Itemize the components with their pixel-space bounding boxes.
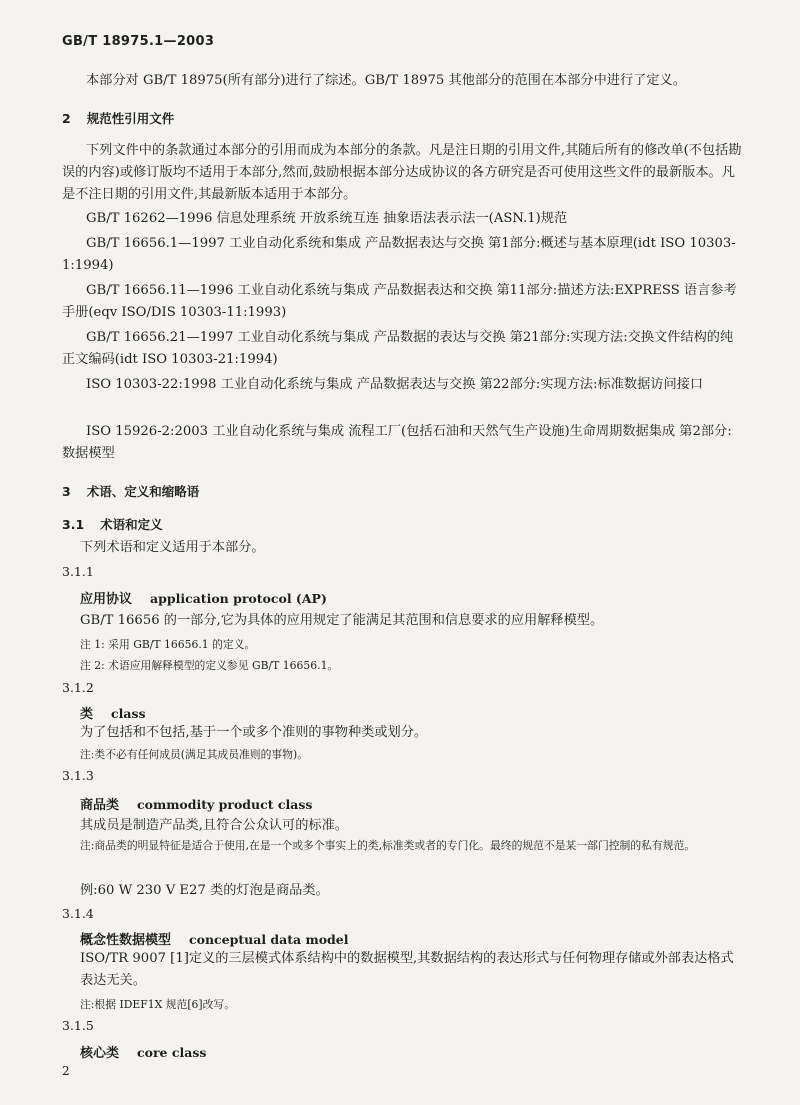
reference-item: ISO 15926-2:2003 工业自动化系统与集成 流程工厂(包括石油和天然气生产设施)生命周期数据集成 第2部分:数据模型	[62, 424, 732, 461]
term-note: 注:类不必有任何成员(满足其成员准则的事物)。	[80, 748, 308, 761]
reference-item: GB/T 16262—1996 信息处理系统 开放系统互连 抽象语法表示法一(ASN.1)规范	[86, 211, 568, 226]
reference-item: GB/T 16656.11—1996 工业自动化系统与集成 产品数据表达和交换 第11部分:描述方法:EXPRESS 语言参考手册(eqv ISO/DIS 10303-11:1993)	[62, 283, 737, 320]
reference-item: GB/T 16656.1—1997 工业自动化系统和集成 产品数据表达与交换 第1部分:概述与基本原理(idt ISO 10303-1:1994)	[62, 236, 736, 273]
term-definition: 为了包括和不包括,基于一个或多个准则的事物种类或划分。	[80, 725, 428, 740]
section-3-1-text: 下列术语和定义适用于本部分。	[80, 540, 265, 555]
term-number: 3.1.1	[62, 564, 94, 579]
section-2-paragraph: 下列文件中的条款通过本部分的引用而成为本部分的条款。凡是注日期的引用文件,其随后所有的修改单(不包括勘误的内容)或修订版均不适用于本部分,然而,鼓励根据本部分达成协议的各方研究是否可使用这些文件的最新版本。凡是不注日期的引用文件,其最新版本适用于本部分。	[62, 143, 742, 202]
section-3-1-heading: 3.1 术语和定义	[62, 517, 163, 532]
term-note: 注 2: 术语应用解释模型的定义参见 GB/T 16656.1。	[80, 659, 339, 672]
term-definition: GB/T 16656 的一部分,它为具体的应用规定了能满足其范围和信息要求的应用解释模型。	[80, 613, 604, 628]
reference-item: ISO 10303-22:1998 工业自动化系统与集成 产品数据表达与交换 第22部分:实现方法:标准数据访问接口	[86, 377, 704, 392]
term-note: 注 1: 采用 GB/T 16656.1 的定义。	[80, 638, 256, 651]
standard-number: GB/T 18975.1—2003	[62, 34, 215, 49]
term-number: 3.1.5	[62, 1018, 94, 1033]
term-note: 注:商品类的明显特征是适合于使用,在是一个或多个事实上的类,标准类或者的专门化。最终的规范不是某一部门控制的私有规范。	[80, 839, 696, 852]
term-number: 3.1.2	[62, 680, 94, 695]
term-heading: 应用协议 application protocol (AP)	[80, 591, 327, 607]
term-number: 3.1.4	[62, 906, 94, 921]
section-2-heading: 2 规范性引用文件	[62, 111, 175, 126]
term-number: 3.1.3	[62, 768, 94, 783]
intro-paragraph: 本部分对 GB/T 18975(所有部分)进行了综述。GB/T 18975 其他部分的范围在本部分中进行了定义。	[86, 73, 686, 88]
term-heading: 商品类 commodity product class	[80, 797, 313, 813]
term-definition: 其成员是制造产品类,且符合公众认可的标准。	[80, 818, 348, 833]
page-number: 2	[62, 1064, 70, 1078]
term-heading: 概念性数据模型 conceptual data model	[80, 932, 349, 948]
term-heading: 类 class	[80, 706, 146, 722]
term-definition: ISO/TR 9007 [1]定义的三层模式体系结构中的数据模型,其数据结构的表达形式与任何物理存储或外部表达格式表达无关。	[80, 951, 734, 988]
term-note: 注:根据 IDEF1X 规范[6]改写。	[80, 998, 236, 1011]
term-example: 例:60 W 230 V E27 类的灯泡是商品类。	[80, 883, 329, 898]
section-3-heading: 3 术语、定义和缩略语	[62, 484, 200, 499]
term-heading: 核心类 core class	[80, 1045, 207, 1061]
reference-item: GB/T 16656.21—1997 工业自动化系统与集成 产品数据的表达与交换 第21部分:实现方法:交换文件结构的纯正文编码(idt ISO 10303-21:1994)	[62, 330, 734, 367]
